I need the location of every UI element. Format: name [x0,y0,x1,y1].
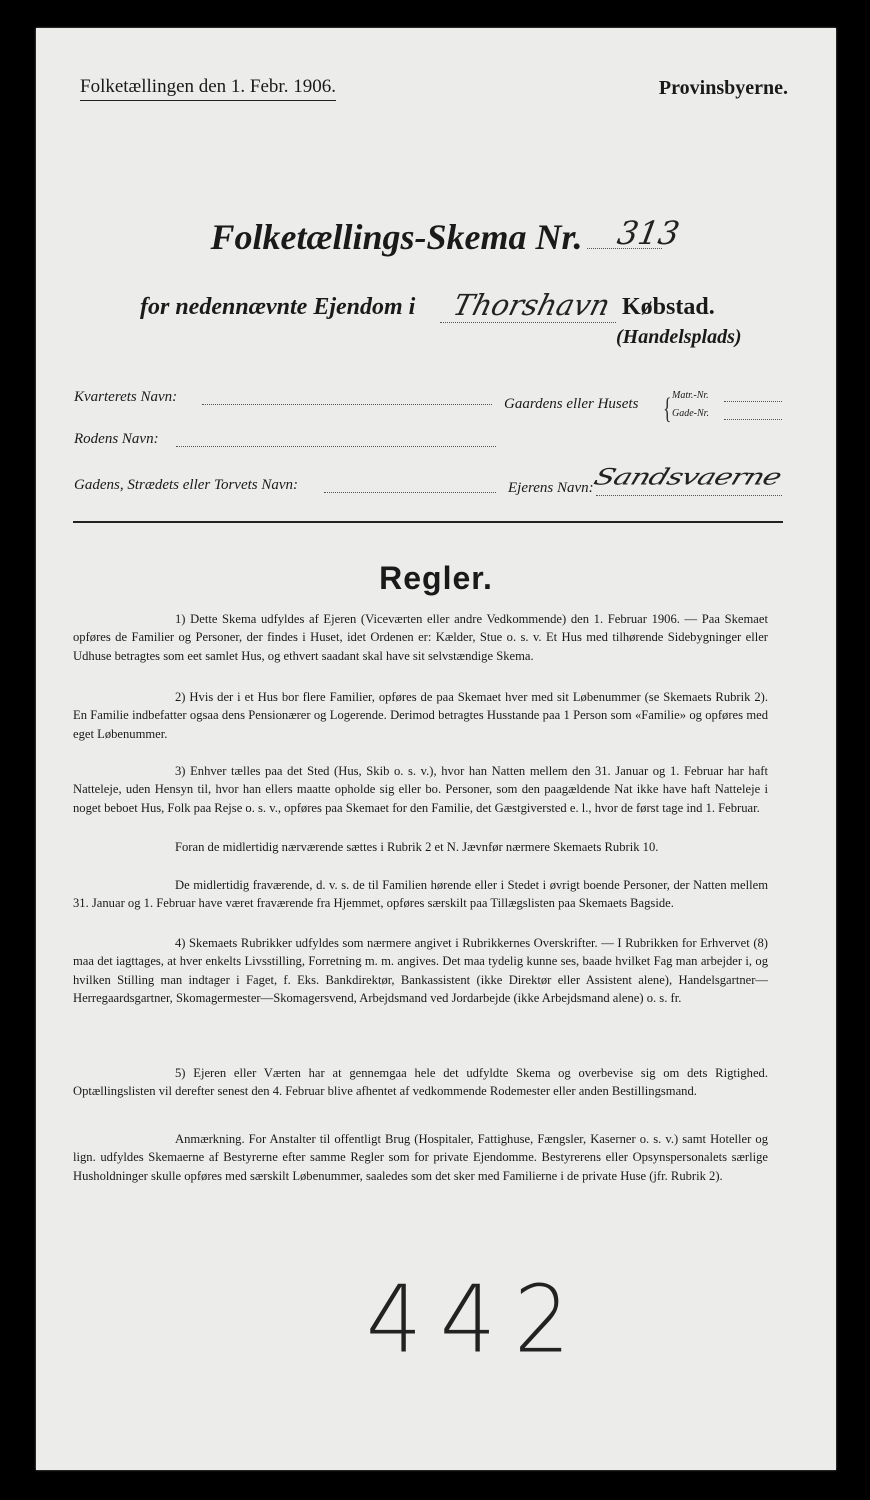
rode-name-label: Rodens Navn: [74,431,159,447]
owner-name-handwritten: Sandsvaerne [590,464,785,491]
rules-heading: Regler. [379,560,493,596]
house-label: Gaardens eller Husets [504,396,639,412]
rule-5: 5) Ejeren eller Værten har at gennemgaa hele det udfyldte Skema og overbevise sig om dets Rigtighed. Optællingslisten vil derefter senest den 4. Februar blive afhentet af vedkommende Rodemester eller anden Bestillingsmand. [73,1066,768,1099]
matr-nr-line [724,401,782,402]
quarter-name-label: Kvarterets Navn: [74,389,178,405]
form-title-text: Folketællings-Skema Nr. [210,217,583,257]
brace-icon: { [663,392,672,425]
form-number-handwritten: 313 [614,214,683,252]
rule-3-absent: De midlertidig fraværende, d. v. s. de til Familien hørende eller i Stedet i øvrigt boende Personer, der Natten mellem 31. Januar og 1. Februar have været fraværende fra Hjemmet, opføres særskilt paa Tillægslisten paa Skemaets Bagside. [73,878,768,911]
annotation-note: Anmærkning. For Anstalter til offentligt Brug (Hospitaler, Fattighuse, Fængsler, Kaserner o. s. v.) samt Hoteller og lign. udfyldes Skemaerne af Bestyrerne efter samme Regler som for private Ejendomme. Bestyrerens eller Opsynspersonalets særlige Husholdninger skulle opføres med særskilt Løbenummer, saaledes som det sker med Familierne i de private Huse (jfr. Rubrik 2). [73,1132,768,1183]
owner-name-line [596,495,782,496]
handwritten-page-number: 442 [366,1265,588,1374]
census-form-sheet [36,28,836,1470]
kobstad-label: Købstad. [622,294,715,320]
street-name-label: Gadens, Strædets eller Torvets Navn: [74,477,299,493]
top-divider [73,521,783,523]
rode-name-line [176,446,496,447]
property-location-label: for nedennævnte Ejendom i [140,294,416,320]
gade-nr-line [724,419,782,420]
quarter-name-line [202,404,492,405]
rule-2: 2) Hvis der i et Hus bor flere Familier, opføres de paa Skemaet hver med sit Løbenummer (se Skemaets Rubrik 2). En Familie indbefatter ogsaa dens Pensionærer og Logerende. Derimod betragtes Husstande paa 1 Person som «Familie» og opføres med eget Løbenummer. [73,690,768,741]
region-header: Provinsbyerne. [658,77,788,99]
rule-3-present: Foran de midlertidig nærværende sættes i Rubrik 2 et N. Jævnfør nærmere Skemaets Rubrik 10. [175,840,659,854]
rule-4: 4) Skemaets Rubrikker udfyldes som nærmere angivet i Rubrikkernes Overskrifter. — I Rubrikken for Erhvervet (8) maa det iagttages, at hver enkelts Livsstilling, Forretning m. m. angives. Det maa tydelig kunne ses, baade hvilket Fag man arbejder i, og hvilken Stilling man indtager i Faget, f. Eks. Bankdirektør, Bankassistent (ikke Direktør eller Assistent alene), Handelsgartner—Herregaardsgartner, Skomagermester—Skomagersvend, Arbejdsmand ved Jordarbejde (ikke Arbejdsmand alene) o. s. fr. [73,936,768,1006]
street-name-line [324,492,496,493]
form-title [36,216,836,258]
matr-nr-label: Matr.-Nr. [672,390,709,401]
census-date-header: Folketællingen den 1. Febr. 1906. [80,76,336,101]
rule-1: 1) Dette Skema udfyldes af Ejeren (Viceværten eller andre Vedkommende) den 1. Februar 1906. — Paa Skemaet opføres de Familier og Personer, der findes i Huset, idet Ordenen er: Kælder, Stue o. s. v. Et Hus med tilhørende Sidebygninger eller Udhuse betragtes som eet samlet Hus, og ethvert saadant skal have sit selvstændige Skema. [73,612,768,663]
rule-3: 3) Enhver tælles paa det Sted (Hus, Skib o. s. v.), hvor han Natten mellem den 31. Januar og 1. Februar har haft Natteleje, uden Hensyn til, hvor han ellers maatte opholde sig eller bo. Personer, som den paagældende Nat ikke have haft Natteleje i noget beboet Hus, Folk paa Rejse o. s. v., opføres paa Skemaet for den Familie, det Gæstgiversted e. l., hvor de først tage ind 1. Februar. [73,764,768,815]
town-handwritten: Thorshavn [449,288,614,322]
handelsplads-label: (Handelsplads) [616,326,742,348]
town-blank-line [440,322,616,323]
owner-name-label: Ejerens Navn: [508,480,594,496]
gade-nr-label: Gade-Nr. [672,408,709,419]
